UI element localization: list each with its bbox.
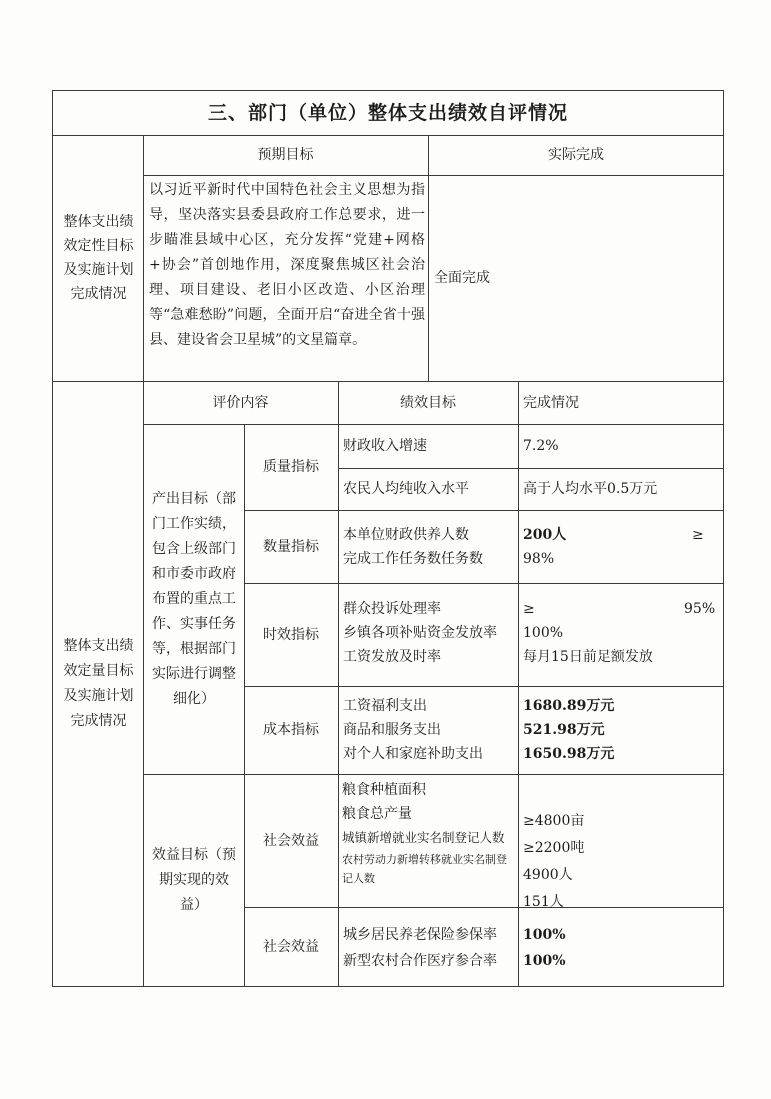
ge-symbol: ≥ xyxy=(523,601,535,617)
target-medical-rate: 新型农村合作医疗参合率 xyxy=(343,953,497,969)
social2-done xyxy=(523,922,718,974)
performance-table xyxy=(52,90,724,987)
target-task-count: 完成工作任务数任务数 xyxy=(343,551,483,567)
done-grain-area: ≥4800亩 xyxy=(523,813,585,829)
done-fiscal-revenue-growth: 7.2% xyxy=(523,438,559,454)
target-rural-transfer: 农村劳动力新增转移就业实名制登 xyxy=(342,853,507,866)
qualitative-row-label: 整体支出绩效定性目标及实施计划完成情况 xyxy=(63,214,134,302)
header-performance-target: 绩效目标 xyxy=(400,394,456,411)
header-actual-completion: 实际完成 xyxy=(548,147,604,163)
output-goal-label: 产出目标（部门工作实绩，包含上级部门和市委市政府布置的重点工作、实事任务等，根据部门实际进行调整细化） xyxy=(152,490,236,707)
section-title: 三、部门（单位）整体支出绩效自评情况 xyxy=(207,101,568,124)
done-goods-services: 521.98万元 xyxy=(523,722,605,738)
ge-symbol: ≥ xyxy=(692,527,704,543)
target-family-subsidy: 对个人和家庭补助支出 xyxy=(343,746,483,762)
cost-targets xyxy=(343,694,517,766)
done-grain-output: ≥2200吨 xyxy=(523,840,585,856)
table-rule xyxy=(518,381,519,986)
target-complaint-rate: 群众投诉处理率 xyxy=(343,601,441,617)
done-staff-count: 200人 xyxy=(523,527,567,543)
target-rural-transfer-cont: 记人数 xyxy=(342,872,375,885)
timeliness-done xyxy=(523,621,718,669)
table-border-bottom xyxy=(52,986,724,987)
quantity-targets xyxy=(343,523,517,571)
cost-done xyxy=(523,694,718,766)
header-expected-goal: 预期目标 xyxy=(257,147,314,163)
target-fiscal-revenue-growth: 财政收入增速 xyxy=(343,438,427,454)
done-salary-timeliness: 每月15日前足额发放 xyxy=(523,649,653,665)
target-salary-welfare: 工资福利支出 xyxy=(343,698,427,714)
table-border-right xyxy=(723,90,724,987)
target-goods-services: 商品和服务支出 xyxy=(343,722,441,738)
done-salary-welfare: 1680.89万元 xyxy=(523,698,615,714)
table-rule xyxy=(143,135,144,987)
target-staff-count: 本单位财政供养人数 xyxy=(343,527,469,543)
target-subsidy-rate: 乡镇各项补贴资金发放率 xyxy=(343,625,497,641)
social-benefit-indicator: 社会效益 xyxy=(263,938,319,955)
table-border-left xyxy=(52,90,53,987)
done-subsidy-rate: 100% xyxy=(523,625,564,641)
done-rural-transfer: 151人 xyxy=(523,894,564,910)
header-evaluation-content: 评价内容 xyxy=(212,394,269,411)
cost-indicator: 成本指标 xyxy=(263,722,319,738)
target-pension-rate: 城乡居民养老保险参保率 xyxy=(343,927,497,943)
social-done xyxy=(523,808,718,916)
target-salary-timeliness: 工资发放及时率 xyxy=(343,649,441,665)
done-complaint-rate: 95% xyxy=(684,601,716,617)
target-grain-output: 粮食总产量 xyxy=(342,806,412,822)
table-rule xyxy=(338,381,339,986)
done-pension-rate: 100% xyxy=(523,927,566,943)
expected-goal-text: 以习近平新时代中国特色社会主义思想为指导，坚决落实县委县政府工作总要求，进一步瞄准县域中心区，充分发挥“党建+网格+协会”首创地作用，深度聚焦城区社会治理、项目建设、老旧小区改造、小区治理等“急难愁盼”问题，全面开启“奋进全省十强县、建设省会卫星城”的文星篇章。 xyxy=(149,182,425,348)
social2-targets xyxy=(343,922,517,974)
header-completion: 完成情况 xyxy=(523,394,579,411)
done-farmer-income: 高于人均水平0.5万元 xyxy=(523,481,658,497)
target-farmer-income: 农民人均纯收入水平 xyxy=(343,481,469,497)
benefit-goal-label: 效益目标（预期实现的效益） xyxy=(152,846,236,913)
quantity-indicator: 数量指标 xyxy=(263,538,319,555)
quality-indicator: 质量指标 xyxy=(263,459,319,475)
target-urban-employment: 城镇新增就业实名制登记人数 xyxy=(342,830,505,845)
done-medical-rate: 100% xyxy=(523,953,566,969)
timeliness-indicator: 时效指标 xyxy=(263,626,319,643)
done-urban-employment: 4900人 xyxy=(523,867,573,883)
social-targets xyxy=(342,778,518,888)
target-grain-area: 粮食种植面积 xyxy=(342,782,426,798)
quantity-done xyxy=(523,523,718,571)
done-family-subsidy: 1650.98万元 xyxy=(523,746,615,762)
actual-completion-text: 全面完成 xyxy=(434,270,490,286)
timeliness-targets xyxy=(343,597,517,669)
quantitative-row-label: 整体支出绩效定量目标及实施计划完成情况 xyxy=(63,637,134,729)
social-benefit-indicator: 社会效益 xyxy=(263,832,319,849)
done-task-count: 98% xyxy=(523,551,555,567)
